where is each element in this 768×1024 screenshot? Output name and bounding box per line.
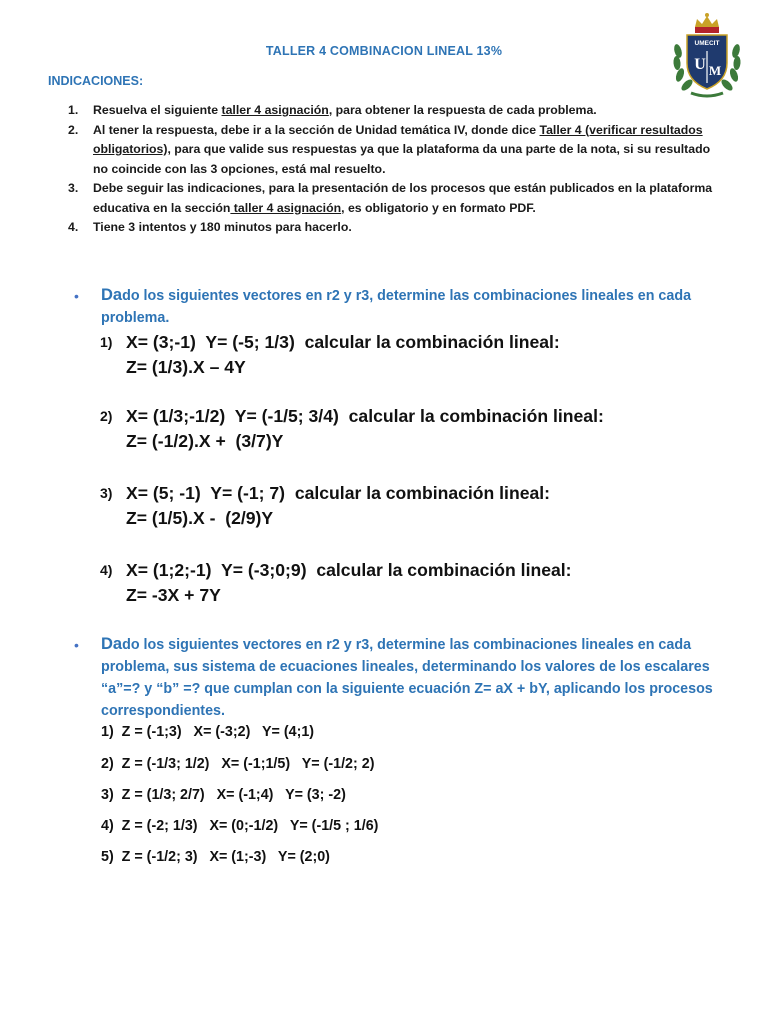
bullet-icon: • xyxy=(74,637,79,653)
problem-1: 1) X= (3;-1) Y= (-5; 1/3) calcular la combinación lineal: Z= (1/3).X – 4Y xyxy=(100,332,560,377)
problem-4: 4) X= (1;2;-1) Y= (-3;0;9) calcular la combinación lineal: Z= -3X + 7Y xyxy=(100,560,572,605)
list-item: 1. Resuelva el siguiente taller 4 asignación, para obtener la respuesta de cada problema. xyxy=(68,103,597,117)
equation-problem-5: 5) Z = (-1/2; 3) X= (1;-3) Y= (2;0) xyxy=(101,849,330,865)
equation-problem-4: 4) Z = (-2; 1/3) X= (0;-1/2) Y= (-1/5 ; 1/6) xyxy=(101,818,379,834)
equation-problem-2: 2) Z = (-1/3; 1/2) X= (-1;1/5) Y= (-1/2; 2) xyxy=(101,756,375,772)
indicaciones-heading: INDICACIONES: xyxy=(48,74,144,88)
section-2-intro xyxy=(74,633,714,722)
svg-text:M: M xyxy=(708,63,722,78)
svg-text:U: U xyxy=(694,56,706,73)
assignment-link: taller 4 asignación xyxy=(221,103,329,117)
section-1-text: Dado los siguientes vectores en r2 y r3, determine las combinaciones lineales en cada problema. xyxy=(101,286,692,326)
assignment-link: taller 4 asignación xyxy=(230,200,342,215)
logo-wordmark: UMECIT xyxy=(694,40,720,47)
section-2-text: Dado los siguientes vectores en r2 y r3, determine las combinaciones lineales en cada problema, sus sistema de ecuaciones lineales, determinando los valores de los escalares “a”=? y “b” =? que cumplan con la siguiente ecuación Z= aX + bY, aplicando los procesos correspondientes. xyxy=(101,635,713,719)
verify-results-link: Taller 4 (verificar resultados obligatorios), xyxy=(93,122,703,156)
bullet-icon: • xyxy=(74,288,79,304)
crown-icon xyxy=(695,13,719,33)
equation-problem-3: 3) Z = (1/3; 2/7) X= (-1;4) Y= (3; -2) xyxy=(101,787,346,803)
list-item: 3. Debe seguir las indicaciones, para la presentación de los procesos que están publicados en la plataforma educativa en la sección taller 4 asignación, es obligatorio y en formato PDF. xyxy=(68,181,713,215)
list-item: 2. Al tener la respuesta, debe ir a la sección de Unidad temática IV, donde dice Taller 4 (verificar resultados obligatorios), para que valide sus respuestas ya que la plataforma da una parte de la nota, si su resultado no coincide con las 3 opciones, está mal resuelto. xyxy=(68,122,711,176)
indicaciones-list xyxy=(48,101,713,238)
section-1-intro xyxy=(74,284,714,329)
problem-3: 3) X= (5; -1) Y= (-1; 7) calcular la combinación lineal: Z= (1/5).X - (2/9)Y xyxy=(100,483,551,528)
document-title: TALLER 4 COMBINACION LINEAL 13% xyxy=(265,44,503,58)
equation-problem-1: 1) Z = (-1;3) X= (-3;2) Y= (4;1) xyxy=(101,724,315,740)
problem-2: 2) X= (1/3;-1/2) Y= (-1/5; 3/4) calcular la combinación lineal: Z= (-1/2).X + (3/7)Y xyxy=(100,406,604,451)
list-item: 4. Tiene 3 intentos y 180 minutos para hacerlo. xyxy=(68,220,352,234)
